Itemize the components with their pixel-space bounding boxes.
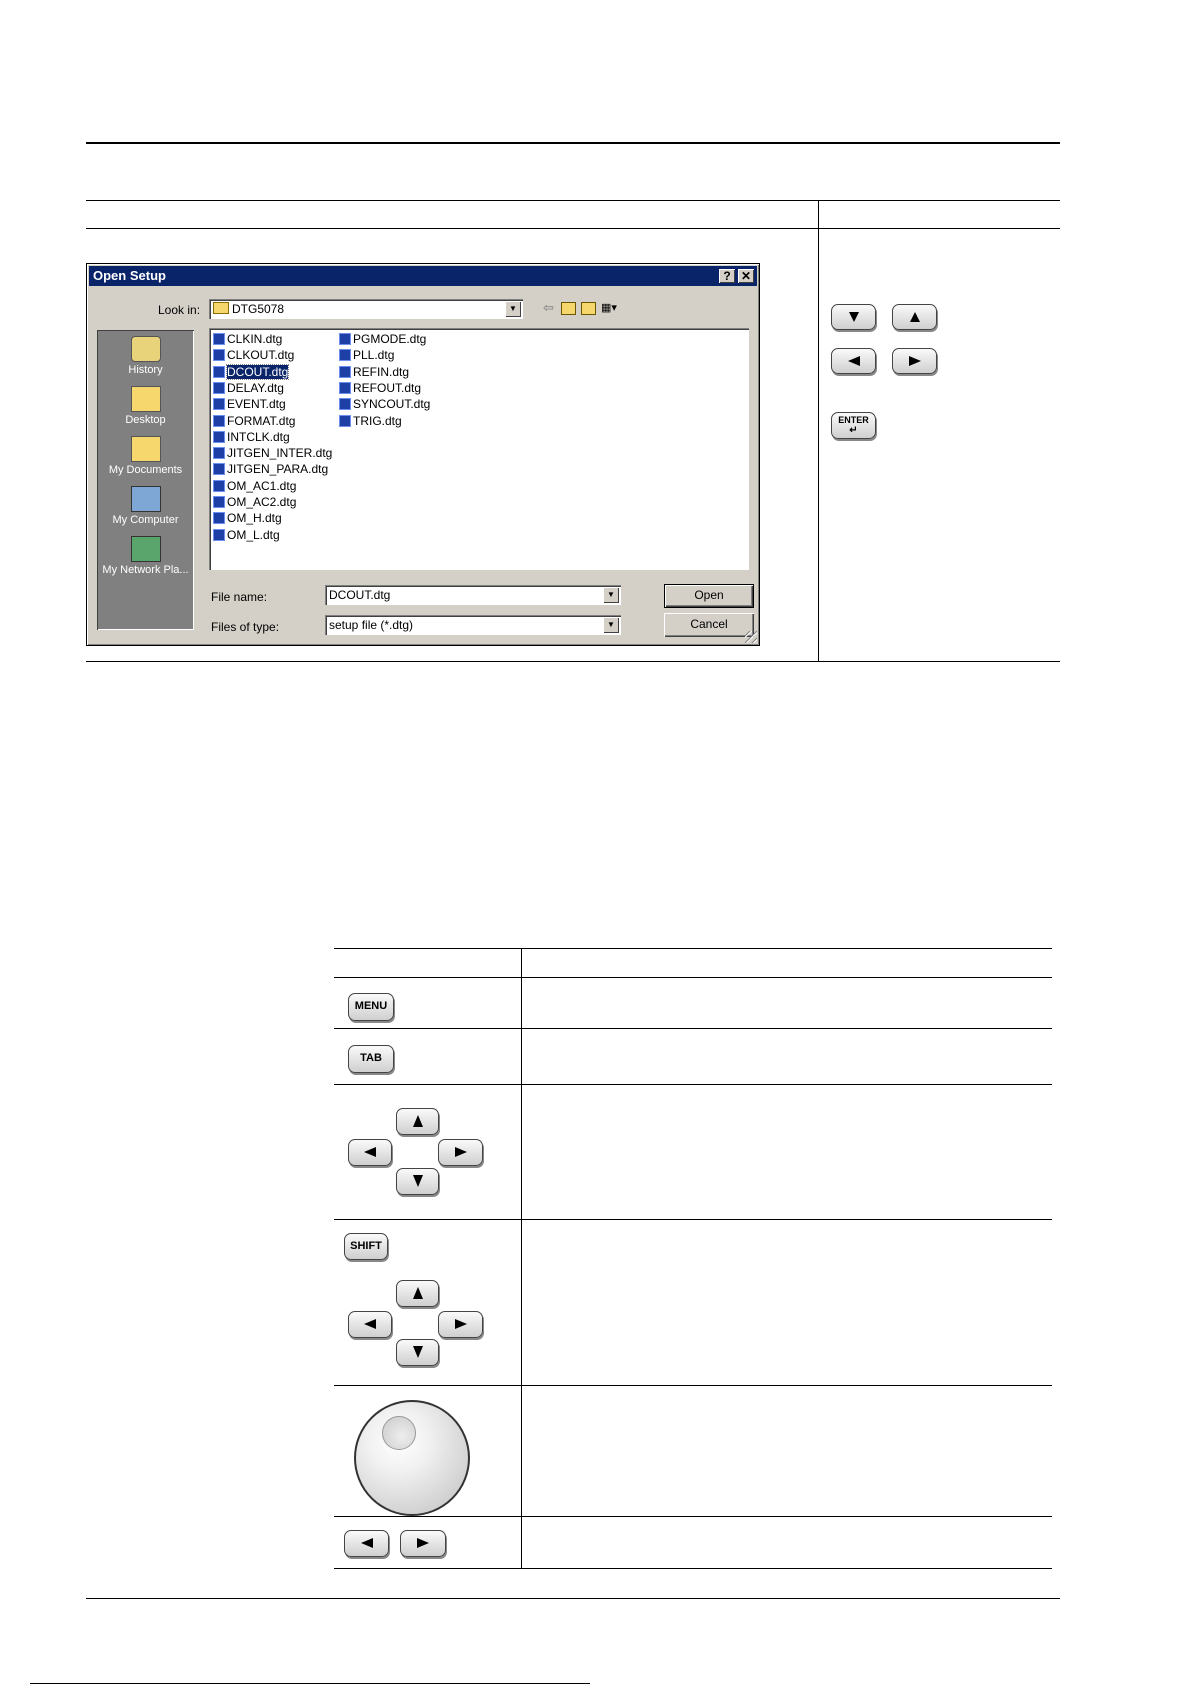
- dtg-file-icon: [339, 382, 351, 394]
- file-name-field[interactable]: [325, 585, 621, 605]
- dtg-file-icon: [213, 463, 225, 475]
- file-item-label: PLL.dtg: [353, 348, 395, 363]
- dtg-file-icon: [213, 529, 225, 541]
- file-item-label: OM_AC2.dtg: [227, 495, 297, 509]
- bottom-rule: [86, 1598, 1060, 1599]
- file-item[interactable]: [339, 414, 402, 429]
- file-item-label: INTCLK.dtg: [227, 429, 290, 444]
- file-item-label: TRIG.dtg: [353, 413, 402, 428]
- down-arrow-key[interactable]: [396, 1339, 439, 1366]
- file-item-label: DELAY.dtg: [227, 380, 284, 395]
- file-item-label: REFIN.dtg: [353, 364, 410, 379]
- chevron-down-icon[interactable]: ▼: [505, 301, 521, 317]
- dtg-file-icon: [213, 366, 225, 378]
- file-name-label: File name:: [211, 590, 268, 604]
- right-arrow-key[interactable]: [438, 1139, 483, 1166]
- table1-header-top: [86, 200, 1060, 201]
- table2-row4-bottom: [334, 1385, 1052, 1386]
- open-button[interactable]: Open: [664, 584, 754, 608]
- down-arrow-key[interactable]: [396, 1168, 439, 1195]
- dtg-file-icon: [213, 349, 225, 361]
- look-in-label: Look in:: [158, 303, 201, 317]
- file-item[interactable]: [339, 348, 394, 363]
- place-history[interactable]: History: [97, 336, 194, 376]
- file-item[interactable]: [213, 414, 295, 429]
- dtg-file-icon: [339, 415, 351, 427]
- dtg-file-icon: [213, 382, 225, 394]
- table2-row2-bottom: [334, 1084, 1052, 1085]
- open-setup-dialog: [86, 263, 760, 646]
- cancel-button[interactable]: Cancel: [664, 613, 754, 637]
- file-item-label: CLKOUT.dtg: [227, 348, 295, 363]
- table2-header-top: [334, 948, 1052, 949]
- dtg-file-icon: [339, 366, 351, 378]
- left-arrow-key[interactable]: [348, 1139, 392, 1166]
- file-item-label: OM_L.dtg: [227, 527, 280, 542]
- dtg-file-icon: [213, 496, 225, 508]
- up-arrow-key[interactable]: [396, 1108, 439, 1135]
- tab-key[interactable]: TAB: [348, 1045, 394, 1073]
- file-item[interactable]: [213, 381, 284, 396]
- history-icon: [131, 336, 161, 362]
- dtg-file-icon: [213, 480, 225, 492]
- file-list[interactable]: [209, 328, 749, 570]
- file-item-label: FORMAT.dtg: [227, 413, 296, 428]
- file-item-label: OM_H.dtg: [227, 511, 282, 526]
- dtg-file-icon: [213, 333, 225, 345]
- file-item[interactable]: [339, 332, 426, 347]
- file-item[interactable]: [213, 528, 280, 543]
- dtg-file-icon: [213, 512, 225, 524]
- table2-row5-bottom: [334, 1516, 1052, 1517]
- file-item[interactable]: [213, 430, 290, 445]
- enter-key[interactable]: [831, 412, 876, 439]
- dtg-file-icon: [339, 333, 351, 345]
- file-item[interactable]: [213, 511, 282, 526]
- chevron-down-icon[interactable]: ▼: [603, 587, 619, 603]
- place-my-documents[interactable]: My Documents: [97, 436, 194, 476]
- files-of-type-value: setup file (*.dtg): [329, 618, 414, 632]
- file-item[interactable]: [339, 381, 421, 396]
- file-item-label: DCOUT.dtg: [227, 364, 289, 379]
- file-item[interactable]: [213, 495, 296, 510]
- shift-key[interactable]: SHIFT: [344, 1233, 388, 1260]
- table2-header-bottom: [334, 977, 1052, 978]
- dialog-title: Open Setup: [93, 268, 166, 283]
- file-item[interactable]: [213, 332, 282, 347]
- table1-bottom: [86, 661, 1060, 662]
- file-item[interactable]: [213, 479, 296, 494]
- my-network-places-icon: [131, 536, 161, 562]
- table1-divider: [818, 200, 819, 662]
- dtg-file-icon: [213, 431, 225, 443]
- file-item-label: SYNCOUT.dtg: [353, 397, 431, 412]
- file-name-value: DCOUT.dtg: [329, 588, 391, 602]
- menu-key[interactable]: MENU: [348, 993, 394, 1021]
- left-arrow-key[interactable]: [344, 1530, 389, 1557]
- knob-dimple: [382, 1416, 416, 1450]
- file-item-label: CLKIN.dtg: [227, 332, 283, 346]
- table2-row3-bottom: [334, 1219, 1052, 1220]
- file-item[interactable]: [213, 348, 294, 363]
- file-item[interactable]: [213, 446, 332, 461]
- table2-divider: [521, 948, 522, 1568]
- files-of-type-label: Files of type:: [211, 620, 280, 634]
- dtg-file-icon: [339, 398, 351, 410]
- right-arrow-key[interactable]: [438, 1311, 483, 1338]
- file-item-label: JITGEN_PARA.dtg: [227, 462, 329, 477]
- table2-bottom: [334, 1568, 1052, 1569]
- file-item-label: REFOUT.dtg: [353, 380, 422, 395]
- dtg-file-icon: [339, 349, 351, 361]
- dtg-file-icon: [213, 415, 225, 427]
- up-folder-icon[interactable]: [561, 302, 576, 315]
- general-purpose-knob[interactable]: [354, 1400, 470, 1516]
- table2-row1-bottom: [334, 1028, 1052, 1029]
- file-item-label: EVENT.dtg: [227, 397, 286, 412]
- look-in-combo[interactable]: [209, 299, 523, 319]
- up-arrow-key[interactable]: [892, 304, 937, 330]
- place-my-network[interactable]: My Network Pla...: [97, 536, 194, 576]
- close-button[interactable]: ✕: [738, 269, 754, 283]
- folder-icon: [213, 302, 229, 314]
- places-bar: [97, 330, 194, 630]
- my-documents-icon: [131, 436, 161, 462]
- file-item[interactable]: [339, 397, 430, 412]
- resize-grip-icon[interactable]: [745, 631, 757, 643]
- down-arrow-key[interactable]: [831, 304, 876, 330]
- chevron-down-icon[interactable]: ▼: [603, 617, 619, 633]
- right-arrow-key[interactable]: [892, 348, 937, 374]
- enter-return-icon: ↵: [849, 425, 858, 436]
- dialog-titlebar: [89, 266, 757, 286]
- place-my-computer[interactable]: My Computer: [97, 486, 194, 526]
- file-item[interactable]: [213, 462, 328, 477]
- file-item-label: JITGEN_INTER.dtg: [227, 446, 333, 461]
- file-item[interactable]: [213, 397, 286, 412]
- files-of-type-select[interactable]: [325, 615, 621, 635]
- enter-key-label: ENTER: [838, 415, 869, 425]
- left-arrow-key[interactable]: [348, 1311, 392, 1338]
- help-button[interactable]: ?: [719, 269, 735, 283]
- dtg-file-icon: [213, 398, 225, 410]
- table1-header-bottom: [86, 228, 1060, 229]
- footer-rule: [30, 1683, 590, 1684]
- up-arrow-key[interactable]: [396, 1280, 439, 1307]
- view-menu-icon[interactable]: ▦▾: [601, 302, 617, 314]
- dtg-file-icon: [213, 447, 225, 459]
- file-item-label: OM_AC1.dtg: [227, 478, 297, 493]
- right-arrow-key[interactable]: [400, 1530, 446, 1557]
- new-folder-icon[interactable]: [581, 302, 596, 315]
- look-in-value: DTG5078: [232, 302, 285, 316]
- desktop-icon: [131, 386, 161, 412]
- back-icon[interactable]: ⇦: [543, 300, 554, 315]
- place-desktop[interactable]: Desktop: [97, 386, 194, 426]
- left-arrow-key[interactable]: [831, 348, 876, 374]
- file-item[interactable]: [339, 365, 409, 380]
- file-item[interactable]: [213, 365, 288, 380]
- my-computer-icon: [131, 486, 161, 512]
- top-rule: [86, 142, 1060, 144]
- file-item-label: PGMODE.dtg: [353, 332, 427, 346]
